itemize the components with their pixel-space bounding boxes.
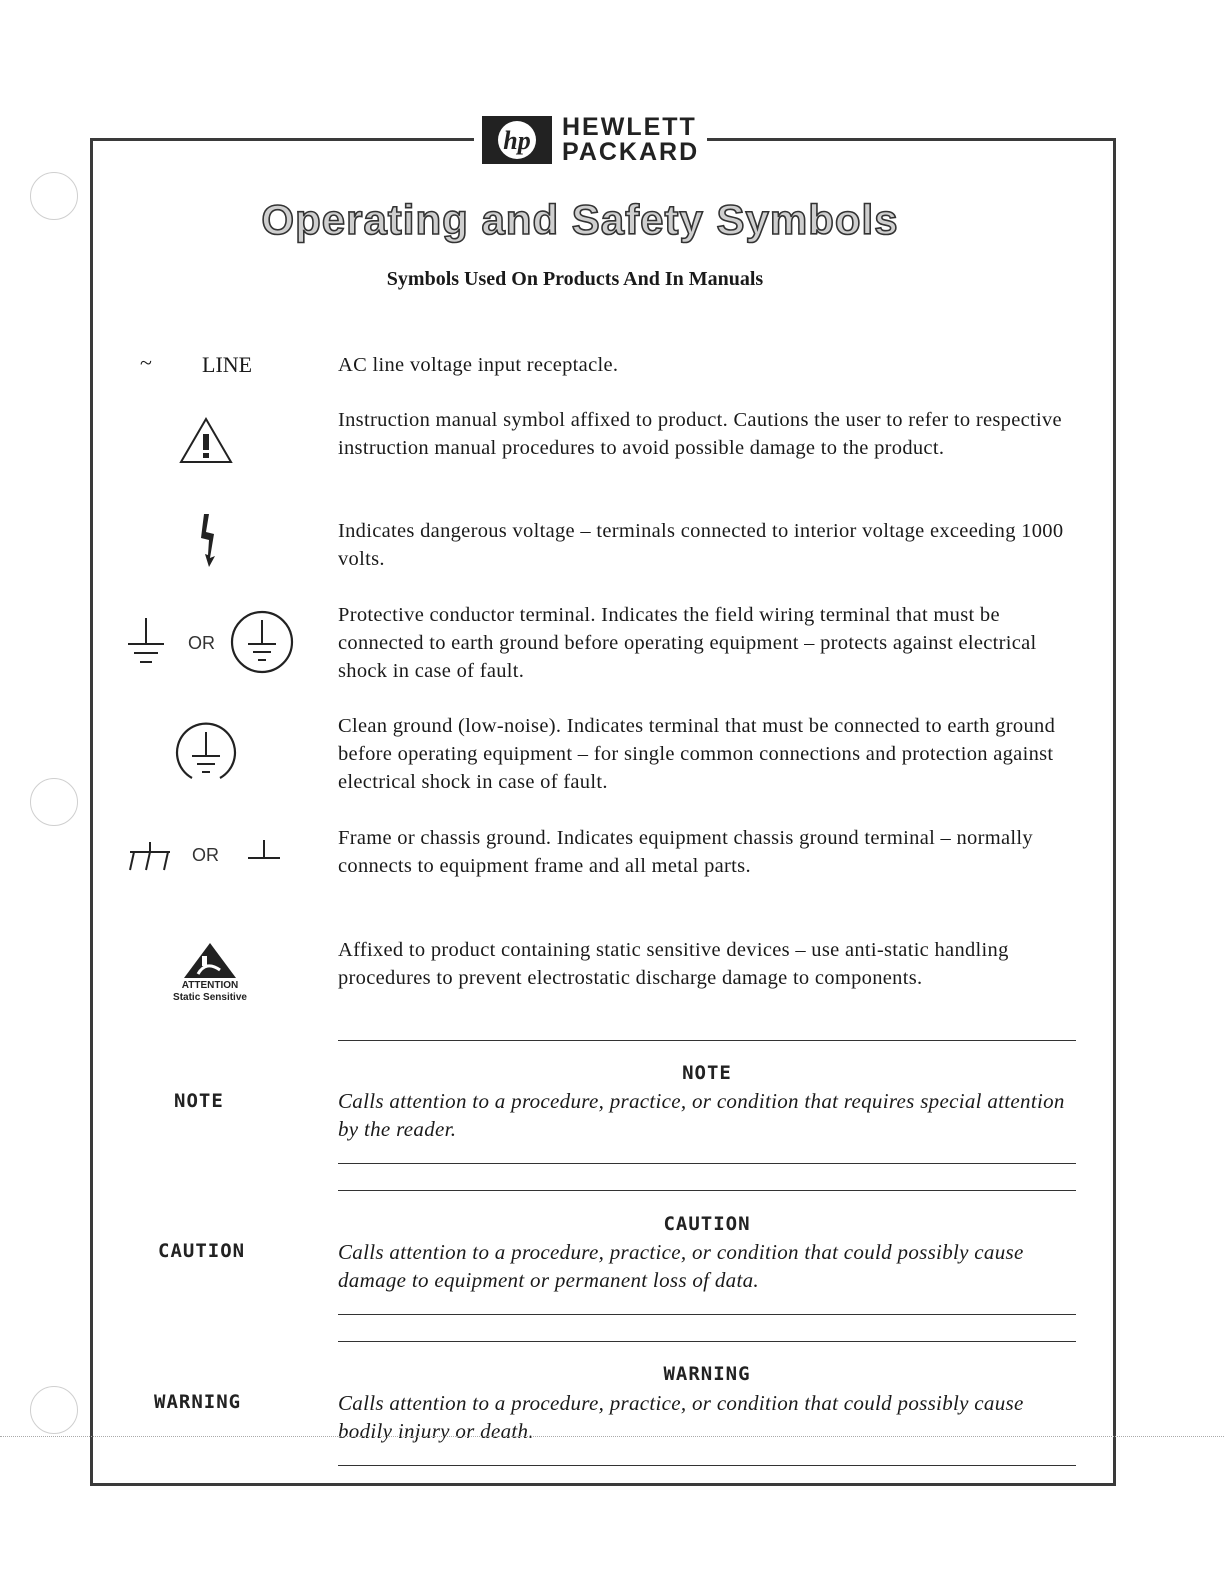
static-badge-text: [162, 980, 258, 1004]
hp-logo: [474, 112, 707, 168]
frame-or-label: OR: [192, 845, 219, 865]
warning-label: WARNING: [154, 1391, 242, 1413]
earth-ground-icon: [126, 616, 166, 668]
clean-ground-icon: [172, 722, 240, 784]
lightning-bolt-icon: [196, 512, 222, 568]
frame-description: Frame or chassis ground. Indicates equipment chassis ground terminal – normally connects to equipment frame and all metal parts.: [338, 827, 1033, 877]
caution-rule-top: [338, 1190, 1076, 1191]
brand-name: [562, 115, 699, 165]
caution-body: Calls attention to a procedure, practice, or condition that could possibly cause damage to equipment or permanent loss of data.: [338, 1240, 1024, 1292]
frame-ground-icon: [246, 836, 282, 864]
protective-ground-circle-icon: [228, 610, 296, 674]
static-sensitive-icon: [180, 940, 240, 980]
warning-rule-top: [338, 1341, 1076, 1342]
brand-line-2: PACKARD: [562, 138, 700, 166]
static-badge-line2: Static Sensitive: [173, 992, 247, 1003]
warning-body: Calls attention to a procedure, practice, or condition that could possibly cause bodily injury or death.: [338, 1391, 1024, 1443]
warning-triangle-icon: [178, 416, 234, 466]
binder-hole-bottom: [30, 1386, 78, 1434]
manual-description: Instruction manual symbol affixed to product. Cautions the user to refer to respective instruction manual procedures to avoid possible damage to the product.: [338, 409, 1062, 459]
hp-logo-letters: hp: [503, 126, 531, 155]
protective-or-label: OR: [188, 633, 215, 653]
warning-rule-bottom: [338, 1465, 1076, 1466]
page-title: Operating and Safety Symbols: [261, 196, 899, 243]
static-badge-line1: ATTENTION: [181, 980, 239, 991]
warning-heading: WARNING: [663, 1363, 751, 1385]
voltage-description: Indicates dangerous voltage – terminals connected to interior voltage exceeding 1000 volts.: [338, 520, 1064, 570]
note-heading: NOTE: [682, 1062, 732, 1084]
hp-logo-mark: [482, 116, 552, 164]
note-rule-top: [338, 1040, 1076, 1041]
line-label: LINE: [202, 352, 253, 377]
ac-tilde-icon: ~: [140, 350, 152, 375]
caution-heading: CAUTION: [663, 1213, 751, 1235]
binder-hole-middle: [30, 778, 78, 826]
clean-ground-description: Clean ground (low-noise). Indicates terminal that must be connected to earth ground before operating equipment – for single common connections and protection against electrical shock in case of fault.: [338, 715, 1056, 793]
line-description: AC line voltage input receptacle.: [338, 354, 619, 376]
protective-description: Protective conductor terminal. Indicates the field wiring terminal that must be connected to earth ground before operating equipment – protects against electrical shock in case of fault.: [338, 604, 1037, 682]
scan-artifact-line: [0, 1436, 1224, 1437]
hp-logo-icon: [486, 118, 548, 162]
brand-line-1: HEWLETT: [562, 113, 697, 141]
note-label: NOTE: [174, 1090, 224, 1112]
page-subtitle: Symbols Used On Products And In Manuals: [386, 268, 764, 290]
static-description: Affixed to product containing static sensitive devices – use anti-static handling procedures to prevent electrostatic discharge damage to components.: [338, 939, 1009, 989]
caution-label: CAUTION: [158, 1240, 246, 1262]
note-body: Calls attention to a procedure, practice, or condition that requires special attention by the reader.: [338, 1089, 1065, 1141]
note-rule-bottom: [338, 1163, 1076, 1164]
caution-rule-bottom: [338, 1314, 1076, 1315]
chassis-ground-icon: [126, 840, 174, 874]
